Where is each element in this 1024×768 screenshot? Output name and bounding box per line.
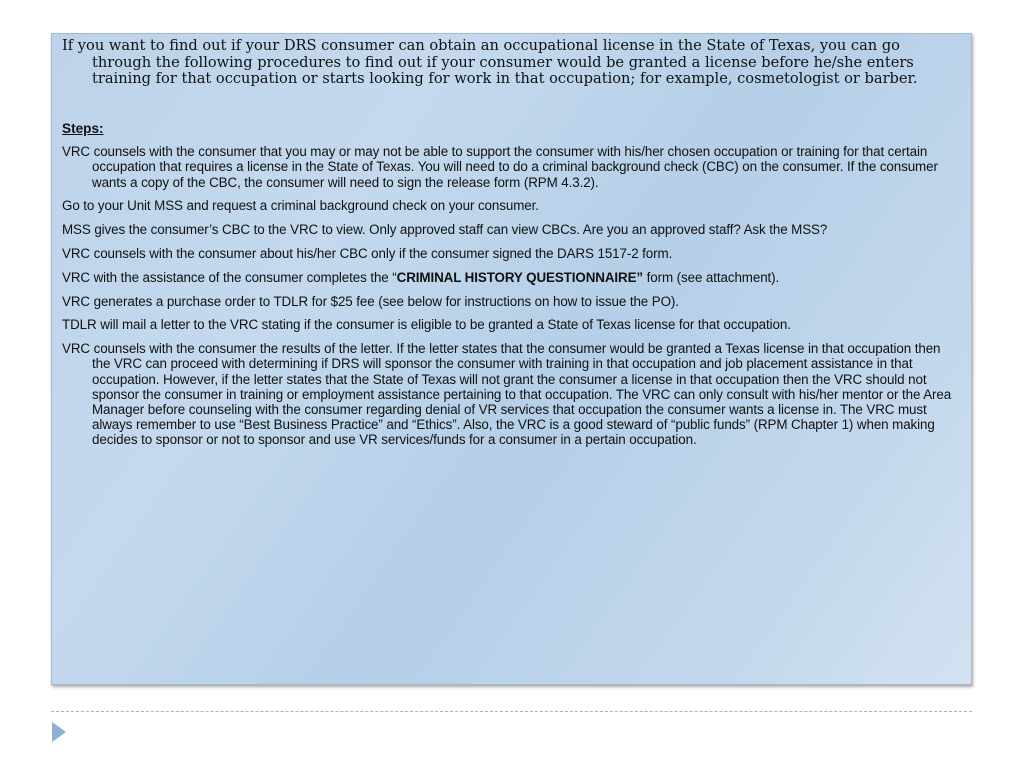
- content-panel: [51, 33, 972, 685]
- step-text: form (see attachment).: [643, 269, 780, 285]
- step-item: TDLR will mail a letter to the VRC stating if the consumer is eligible to be granted a State of Texas license for that occupation.: [62, 317, 791, 333]
- step-item: Go to your Unit MSS and request a criminal background check on your consumer.: [62, 198, 539, 214]
- questionnaire-title: CRIMINAL HISTORY QUESTIONNAIRE”: [396, 269, 644, 285]
- footer-divider: [51, 711, 972, 712]
- step-item: VRC counsels with the consumer about his/her CBC only if the consumer signed the DARS 1517-2 form.: [62, 245, 673, 261]
- intro-paragraph: If you want to find out if your DRS consumer can obtain an occupational license in the State of Texas, you can go through the following procedures to find out if your consumer would be granted a license before he/she enters training for that occupation or starts looking for work in that occupation; for example, cosmetologist or barber.: [62, 37, 918, 88]
- step-item: VRC generates a purchase order to TDLR for $25 fee (see below for instructions on how to issue the PO).: [62, 293, 679, 309]
- step-text: VRC with the assistance of the consumer completes the “: [62, 269, 397, 285]
- steps-heading: Steps:: [62, 121, 104, 137]
- step-item: VRC counsels with the consumer that you may or may not be able to support the consumer with his/her chosen occupation or training for that certain occupation that requires a license in the State of Texas. You will need to do a criminal background check (CBC) on the consumer. If the consumer wants a copy of the CBC, the consumer will need to sign the release form (RPM 4.3.2).: [62, 144, 938, 190]
- step-item: MSS gives the consumer’s CBC to the VRC to view. Only approved staff can view CBCs. Are you an approved staff? Ask the MSS?: [62, 222, 828, 238]
- play-arrow-icon[interactable]: [52, 722, 66, 742]
- step-item: VRC counsels with the consumer the results of the letter. If the letter states that the consumer would be granted a Texas license in that occupation then the VRC can proceed with determining if DRS will sponsor the consumer with training in that occupation and job placement assistance in that occupation. However, if the letter states that the State of Texas will not grant the consumer a license in that occupation then the VRC should not sponsor the consumer in training or employment assistance pertaining to that occupation. The VRC can only consult with his/her mentor or the Area Manager before counseling with the consumer regarding denial of VR services that occupation the consumer wants a license in. The VRC must always remember to use “Best Business Practice” and “Ethics”. Also, the VRC is a good steward of “public funds” (RPM Chapter 1) when making decides to sponsor or not to sponsor and use VR services/funds for a consumer in a pertain occupation.: [62, 341, 952, 448]
- step-item: [62, 270, 961, 285]
